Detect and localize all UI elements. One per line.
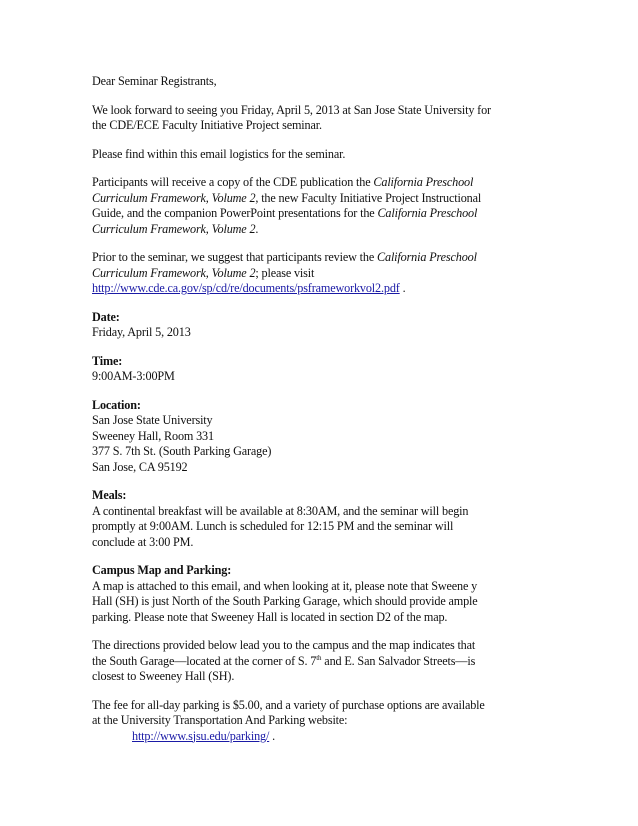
publication-title-2a: California Preschool <box>377 206 478 220</box>
participants-text-4b: . <box>255 221 259 236</box>
campus-line: Hall (SH) is just North of the South Parking Garage, which should provide ample <box>92 594 478 608</box>
directions-text-2b: and E. San Salvador Streets—is <box>321 653 476 668</box>
prior-text-2b: ; please visit <box>255 265 315 280</box>
directions-text-2a: the South Garage—located at the corner of S. 7 <box>92 653 317 668</box>
location-line: San Jose State University <box>92 413 213 427</box>
participants-text-1a: Participants will receive a copy of the CDE publication the <box>92 175 374 189</box>
time-heading: Time: <box>92 353 123 368</box>
prior-text-3b: . <box>399 281 406 295</box>
meals-line: conclude at 3:00 PM. <box>92 534 194 549</box>
prior-title-1a: California Preschool <box>377 250 477 264</box>
fee-line-2: at the University Transportation And Parking website: <box>92 713 348 727</box>
location-section <box>92 398 552 476</box>
meals-heading: Meals: <box>92 488 127 502</box>
prior-line-2 <box>92 266 552 282</box>
date-section <box>92 310 552 341</box>
location-heading: Location: <box>92 397 141 412</box>
prior-line-3 <box>92 281 552 297</box>
location-line: 377 S. 7th St. (South Parking Garage) <box>92 444 272 458</box>
directions-line-1: The directions provided below lead you to the campus and the map indicates that <box>92 638 476 652</box>
participants-line-4 <box>92 222 552 238</box>
publication-title-1b: Curriculum Framework, Volume 2 <box>92 190 256 205</box>
participants-line-3 <box>92 206 552 222</box>
directions-line-3: closest to Sweeney Hall (SH). <box>92 669 235 683</box>
publication-title-2b: Curriculum Framework, Volume 2 <box>92 221 256 236</box>
participants-text-2b: , the new Faculty Initiative Project Instructional <box>255 190 482 205</box>
fee-paragraph <box>92 698 552 745</box>
participants-paragraph <box>92 175 552 237</box>
intro-paragraph <box>92 103 552 134</box>
salutation: Dear Seminar Registrants, <box>92 74 217 88</box>
time-section <box>92 354 552 385</box>
meals-line: promptly at 9:00AM. Lunch is scheduled for 12:15 PM and the seminar will <box>92 519 454 533</box>
email-body <box>92 74 552 757</box>
prior-paragraph <box>92 250 552 297</box>
directions-line-2 <box>92 654 552 670</box>
participants-line-2 <box>92 191 552 207</box>
intro-line-1: We look forward to seeing you Friday, April 5, 2013 at San Jose State University for <box>92 102 491 117</box>
prior-line-1 <box>92 250 552 266</box>
campus-line: A map is attached to this email, and when looking at it, please note that Sweene y <box>92 578 478 593</box>
directions-paragraph <box>92 638 552 685</box>
fee-link-line <box>92 729 552 745</box>
campus-heading: Campus Map and Parking: <box>92 563 232 577</box>
campus-section <box>92 563 552 625</box>
publication-title-1a: California Preschool <box>373 175 474 189</box>
intro-line-2: the CDE/ECE Faculty Initiative Project seminar. <box>92 118 322 132</box>
campus-line: parking. Please note that Sweeney Hall is located in section D2 of the map. <box>92 609 448 624</box>
ordinal-suffix: th <box>316 653 322 662</box>
logistics-note: Please find within this email logistics for the seminar. <box>92 146 346 161</box>
date-value: Friday, April 5, 2013 <box>92 325 191 339</box>
participants-line-1 <box>92 175 552 191</box>
fee-link-after: . <box>269 728 275 743</box>
fee-line-1: The fee for all-day parking is $5.00, and a variety of purchase options are available <box>92 697 485 712</box>
date-heading: Date: <box>92 309 120 324</box>
meals-line: A continental breakfast will be available at 8:30AM, and the seminar will begin <box>92 503 469 518</box>
framework-pdf-link[interactable]: http://www.cde.ca.gov/sp/cd/re/documents/psframeworkvol2.pdf <box>92 281 400 295</box>
meals-section <box>92 488 552 550</box>
prior-title-1b: Curriculum Framework, Volume 2 <box>92 265 256 280</box>
prior-text-1a: Prior to the seminar, we suggest that participants review the <box>92 250 378 264</box>
parking-website-link[interactable]: http://www.sjsu.edu/parking/ <box>132 728 270 743</box>
location-line: Sweeney Hall, Room 331 <box>92 428 214 443</box>
participants-text-3a: Guide, and the companion PowerPoint presentations for the <box>92 206 378 220</box>
time-value: 9:00AM-3:00PM <box>92 369 175 383</box>
location-line: San Jose, CA 95192 <box>92 459 188 474</box>
